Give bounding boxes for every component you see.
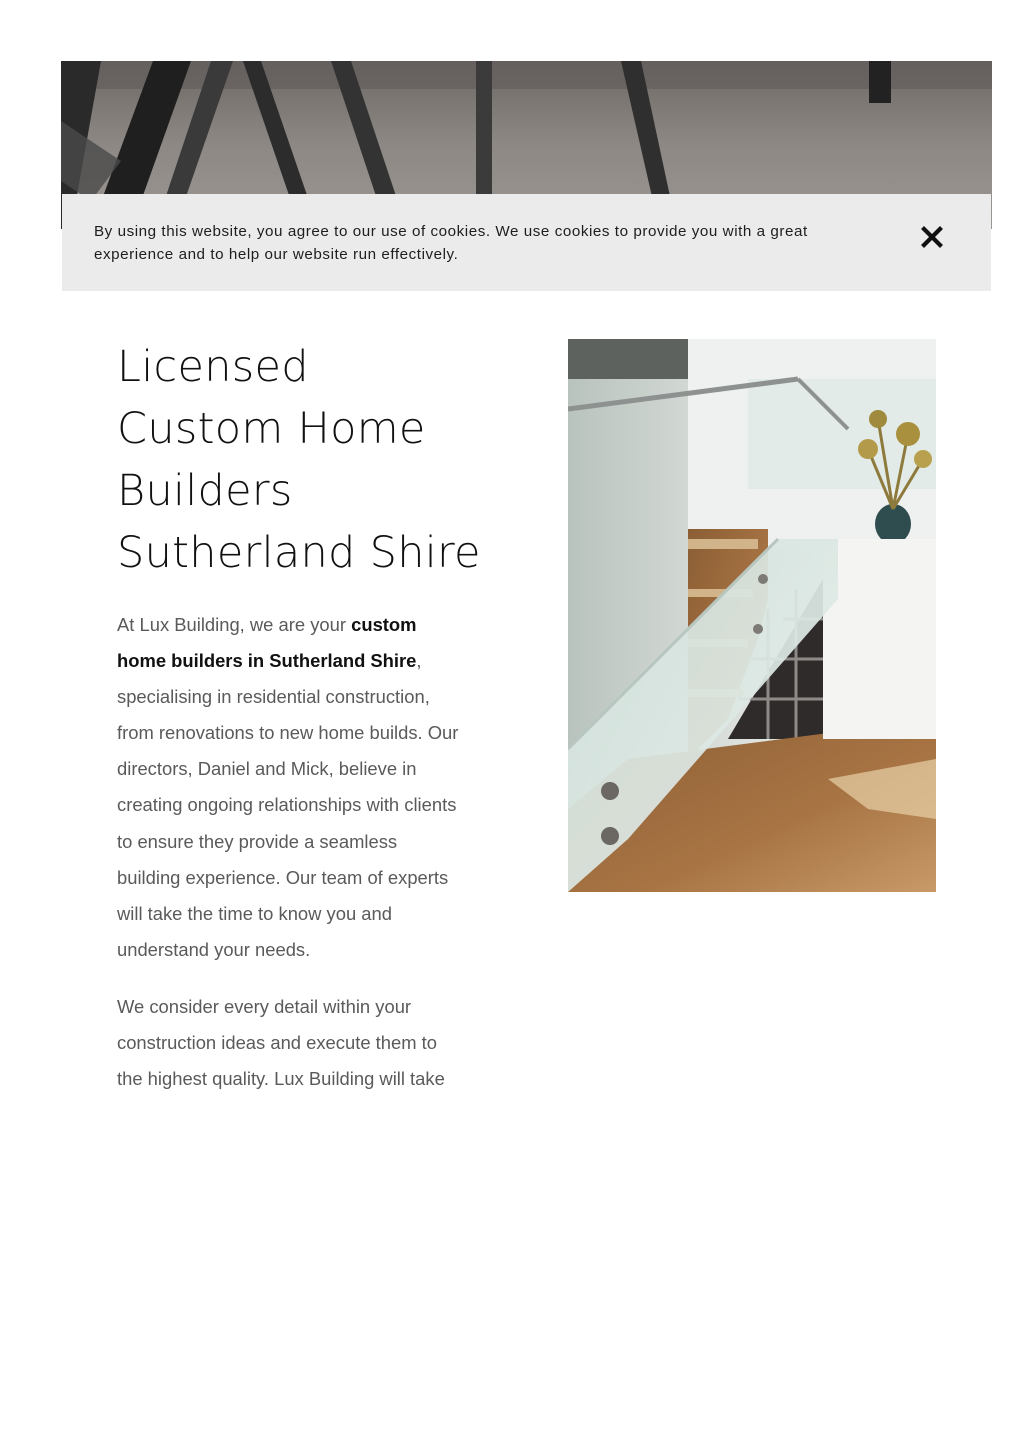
page-title-line-3: Builders (117, 466, 293, 516)
cookie-close-button[interactable] (916, 221, 948, 253)
staircase-illustration (568, 339, 936, 892)
page-title (117, 336, 537, 584)
page-title-line-4: Sutherland Shire (117, 528, 481, 578)
intro-line-3: specialising in residential construction, (117, 686, 430, 708)
intro-paragraph (117, 607, 497, 968)
intro-line-4: from renovations to new home builds. Our (117, 722, 459, 744)
close-icon[interactable] (916, 221, 948, 253)
intro-bold-1: custom (351, 614, 417, 635)
intro-text-2: , (416, 650, 422, 672)
detail-paragraph (117, 989, 497, 1097)
intro-line-10: understand your needs. (117, 938, 311, 960)
detail-line-1: We consider every detail within your (117, 996, 412, 1017)
intro-line-9: will take the time to know you and (117, 902, 392, 924)
cookie-message-line-2: experience and to help our website run effectively. (94, 246, 459, 263)
staircase-photo (568, 339, 936, 892)
detail-line-3: the highest quality. Lux Building will take (117, 1068, 445, 1090)
intro-line-8: building experience. Our team of experts (117, 866, 449, 888)
intro-line-6: creating ongoing relationships with clients (117, 794, 457, 816)
cookie-message (94, 220, 874, 266)
page-title-line-2: Custom Home (117, 404, 426, 454)
intro-line-5: directors, Daniel and Mick, believe in (117, 758, 417, 780)
cookie-banner (62, 194, 991, 291)
intro-line-7: to ensure they provide a seamless (117, 830, 398, 852)
page-title-line-1: Licensed (117, 342, 309, 392)
intro-line-1 (117, 607, 497, 643)
cookie-message-line-1: By using this website, you agree to our use of cookies. We use cookies to provide you with a great (94, 223, 808, 240)
detail-line-2: construction ideas and execute them to (117, 1032, 437, 1054)
intro-text-1: At Lux Building, we are your (117, 614, 352, 635)
intro-bold-2: home builders in Sutherland Shire (117, 650, 417, 672)
intro-line-2 (117, 643, 497, 679)
